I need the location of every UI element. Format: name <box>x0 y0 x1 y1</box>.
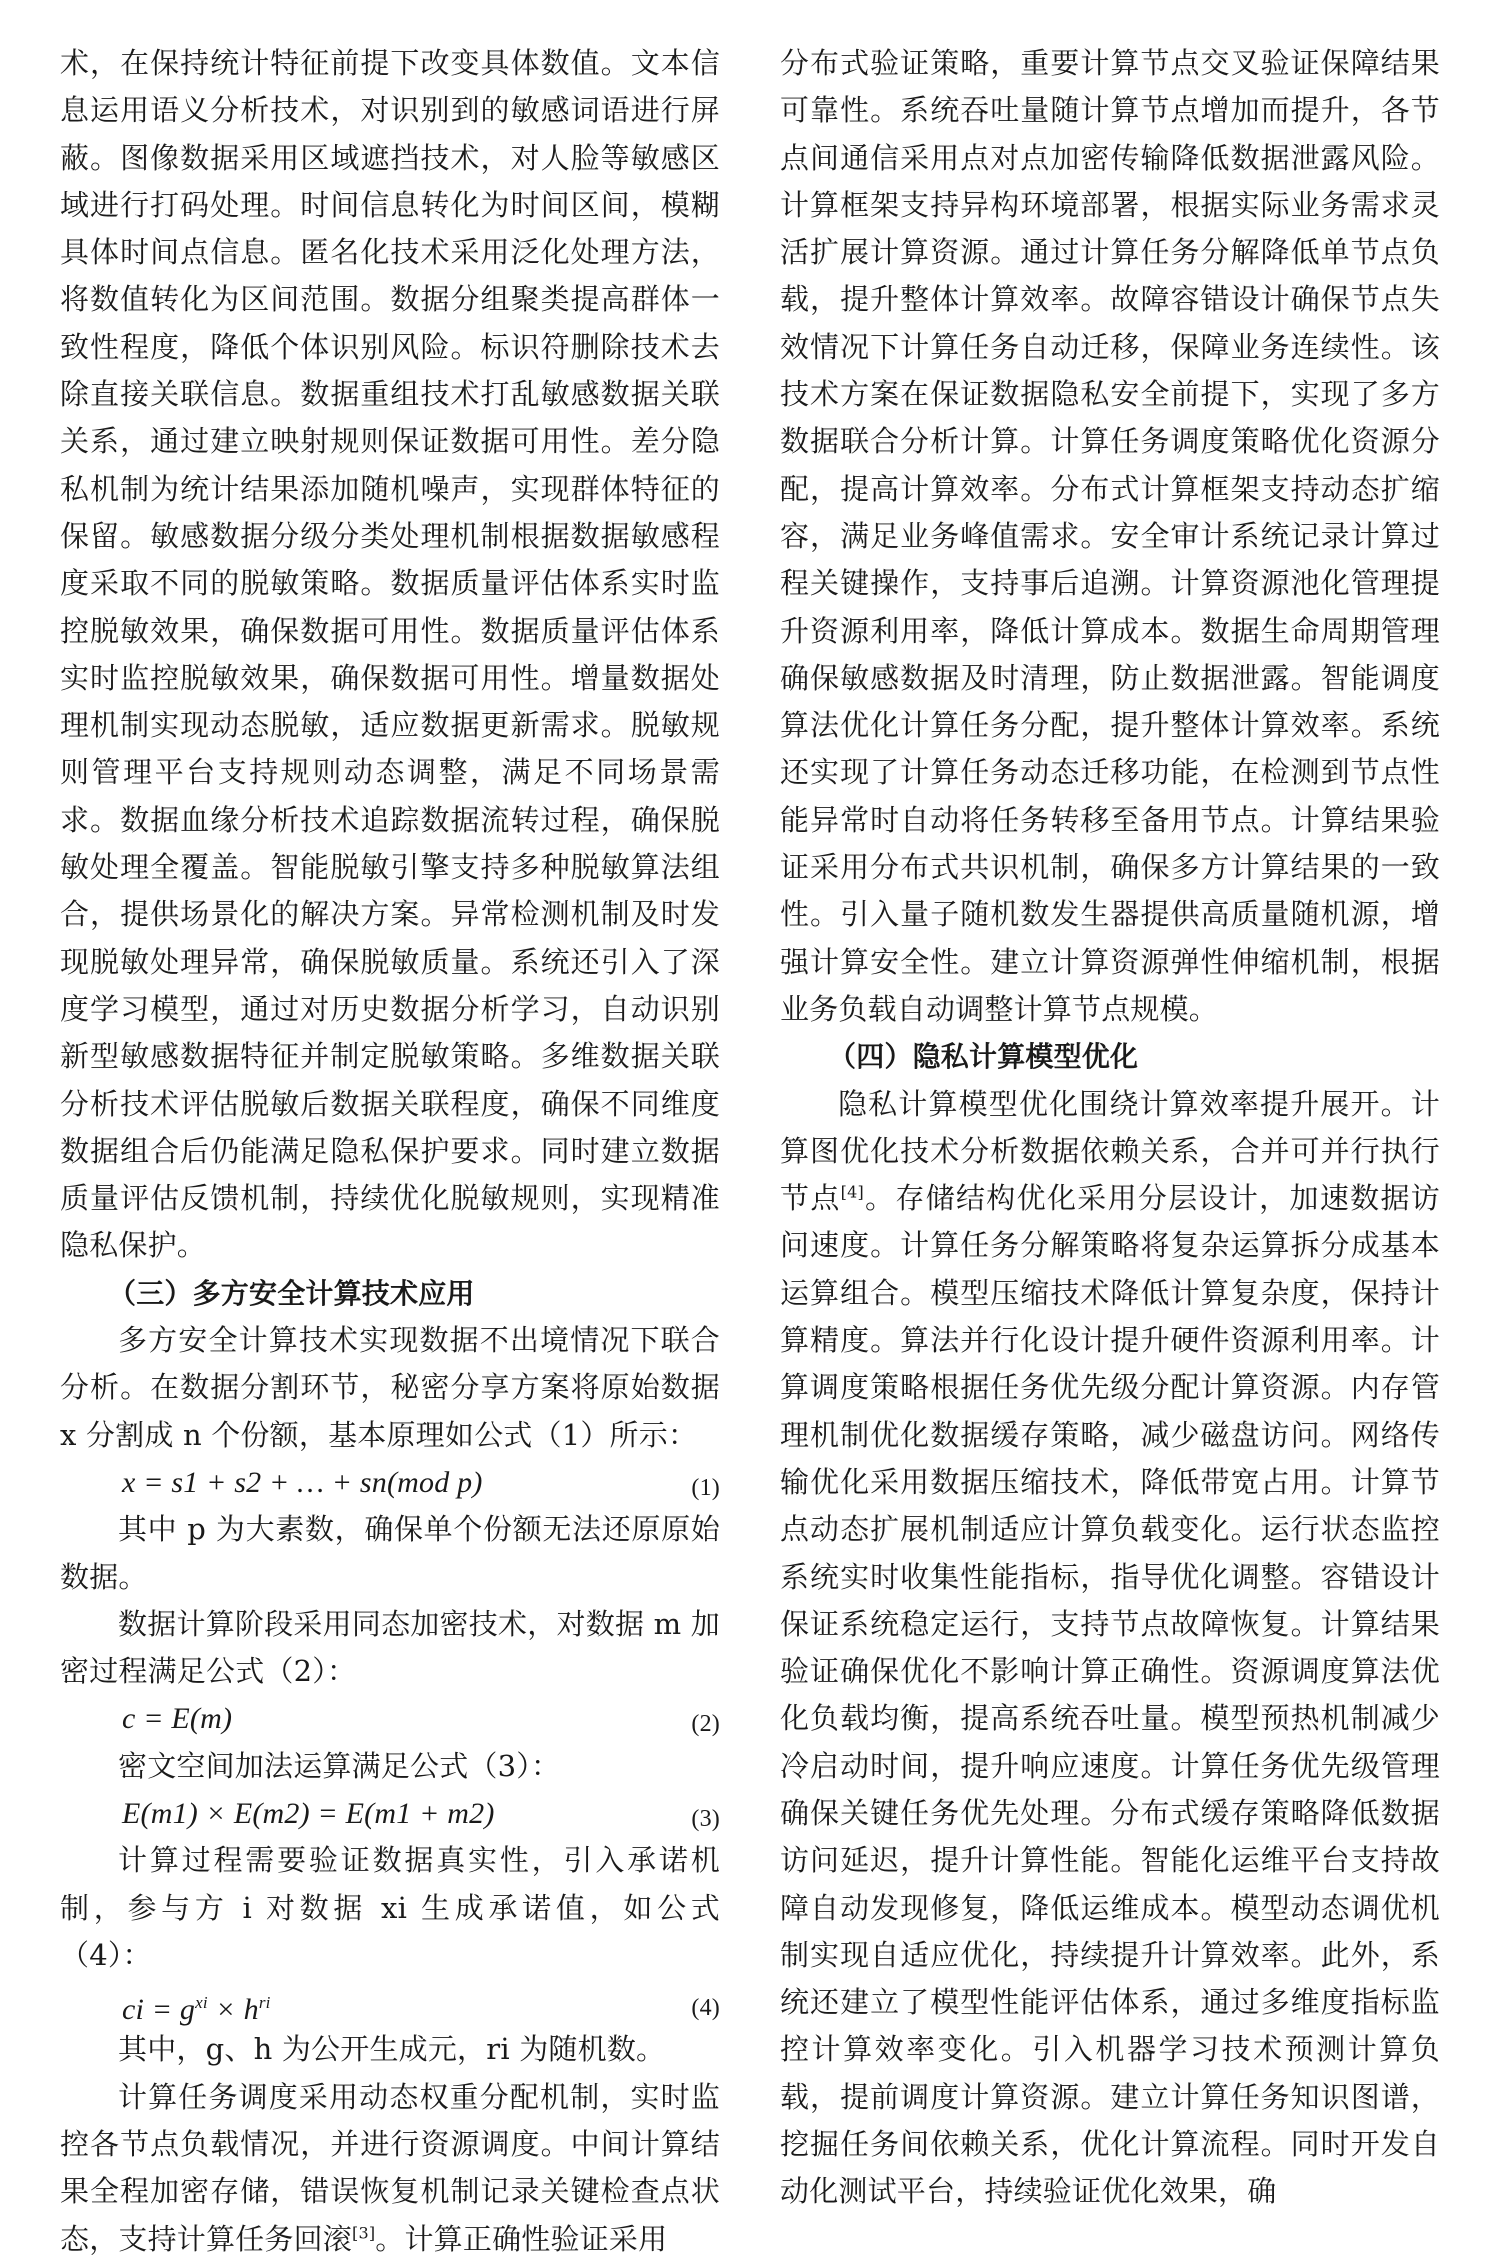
formula-4-base: ci = g <box>122 1993 196 2027</box>
paragraph: 密文空间加法运算满足公式（3）： <box>118 1748 561 1783</box>
section-heading-3: （三）多方安全计算技术应用 <box>108 1276 475 1310</box>
formula-3-body: E(m1) × E(m2) = E(m1 + m2) <box>122 1796 495 1830</box>
formula-3-number: (3) <box>691 1805 720 1832</box>
formula-1 <box>60 1459 720 1506</box>
paragraph-text: 。计算正确性验证采用 <box>375 2221 668 2256</box>
left-column <box>60 40 720 2263</box>
formula-4-number: (4) <box>691 1995 720 2022</box>
formula-2-number: (2) <box>691 1711 720 1738</box>
paragraph: 其中 p 为大素数，确保单个份额无法还原原始数据。 <box>60 1512 720 1594</box>
formula-1-body: x = s1 + s2 + … + sn(mod p) <box>122 1465 483 1499</box>
paragraph: 数据计算阶段采用同态加密技术，对数据 m 加密过程满足公式（2）： <box>60 1606 720 1689</box>
paragraph: 多方安全计算技术实现数据不出境情况下联合分析。在数据分割环节，秘密分享方案将原始数据 x 分割成 n 个份额，基本原理如公式（1）所示： <box>60 1323 720 1452</box>
formula-2-body: c = E(m) <box>122 1702 233 1736</box>
formula-1-number: (1) <box>691 1474 720 1501</box>
paragraph <box>60 2074 720 2263</box>
paragraph-text: 。存储结构优化采用分层设计，加速数据访问速度。计算任务分解策略将复杂运算拆分成基本运算组合。模型压缩技术降低计算复杂度，保持计算精度。算法并行化设计提升硬件资源利用率。计算调度策略根据任务优先级分配计算资源。内存管理机制优化数据缓存策略，减少磁盘访问。网络传输优化采用数据压缩技术，降低带宽占用。计算节点动态扩展机制适应计算负载变化。运行状态监控系统实时收集性能指标，指导优化调整。容错设计保证系统稳定运行，支持节点故障恢复。计算结果验证确保优化不影响计算正确性。资源调度算法优化负载均衡，提高系统吞吐量。模型预热机制减少冷启动时间，提升响应速度。计算任务优先级管理确保关键任务优先处理。分布式缓存策略降低数据访问延迟，提升计算性能。智能化运维平台支持故障自动发现修复，降低运维成本。模型动态调优机制实现自适应优化，持续提升计算效率。此外，系统还建立了模型性能评估体系，通过多维度指标监控计算效率变化。引入机器学习技术预测计算负载，提前调度计算资源。建立计算任务知识图谱，挖掘任务间依赖关系，优化计算流程。同时开发自动化测试平台，持续验证优化效果，确 <box>780 1181 1440 2209</box>
paragraph: 分布式验证策略，重要计算节点交叉验证保障结果可靠性。系统吞吐量随计算节点增加而提升，各节点间通信采用点对点加密传输降低数据泄露风险。计算框架支持异构环境部署，根据实际业务需求灵活扩展计算资源。通过计算任务分解降低单节点负载，提升整体计算效率。故障容错设计确保节点失效情况下计算任务自动迁移，保障业务连续性。该技术方案在保证数据隐私安全前提下，实现了多方数据联合分析计算。计算任务调度策略优化资源分配，提高计算效率。分布式计算框架支持动态扩缩容，满足业务峰值需求。安全审计系统记录计算过程关键操作，支持事后追溯。计算资源池化管理提升资源利用率，降低计算成本。数据生命周期管理确保敏感数据及时清理，防止数据泄露。智能调度算法优化计算任务分配，提升整体计算效率。系统还实现了计算任务动态迁移功能，在检测到节点性能异常时自动将任务转移至备用节点。计算结果验证采用分布式共识机制，确保多方计算结果的一致性。引入量子随机数发生器提供高质量随机源，增强计算安全性。建立计算资源弹性伸缩机制，根据业务负载自动调整计算节点规模。 <box>780 46 1440 1026</box>
formula-4-exponent-ri: ri <box>258 1993 271 2013</box>
paragraph <box>780 1081 1440 2216</box>
paragraph: 其中，g、h 为公开生成元，ri 为随机数。 <box>118 2032 666 2067</box>
paragraph-text: 计算任务调度采用动态权重分配机制，实时监控各节点负载情况，并进行资源调度。中间计算结果全程加密存储，错误恢复机制记录关键检查点状态，支持计算任务回滚 <box>60 2079 720 2256</box>
paragraph-text: 隐私计算模型优化围绕计算效率提升展开。计算图优化技术分析数据依赖关系，合并可并行执行节点 <box>780 1086 1440 1216</box>
section-heading-4: （四）隐私计算模型优化 <box>828 1040 1139 1074</box>
formula-3 <box>60 1790 720 1837</box>
formula-2 <box>60 1695 720 1742</box>
paragraph: 计算过程需要验证数据真实性，引入承诺机制，参与方 i 对数据 xi 生成承诺值，如公式（4）： <box>60 1843 720 1972</box>
formula-4-times-h: × h <box>207 1993 259 2027</box>
formula-4-exponent-xi: xi <box>195 1993 208 2013</box>
paragraph: 术，在保持统计特征前提下改变具体数值。文本信息运用语义分析技术，对识别到的敏感词语进行屏蔽。图像数据采用区域遮挡技术，对人脸等敏感区域进行打码处理。时间信息转化为时间区间，模糊具体时间点信息。匿名化技术采用泛化处理方法，将数值转化为区间范围。数据分组聚类提高群体一致性程度，降低个体识别风险。标识符删除技术去除直接关联信息。数据重组技术打乱敏感数据关联关系，通过建立映射规则保证数据可用性。差分隐私机制为统计结果添加随机噪声，实现群体特征的保留。敏感数据分级分类处理机制根据数据敏感程度采取不同的脱敏策略。数据质量评估体系实时监控脱敏效果，确保数据可用性。数据质量评估体系实时监控脱敏效果，确保数据可用性。增量数据处理机制实现动态脱敏，适应数据更新需求。脱敏规则管理平台支持规则动态调整，满足不同场景需求。数据血缘分析技术追踪数据流转过程，确保脱敏处理全覆盖。智能脱敏引擎支持多种脱敏算法组合，提供场景化的解决方案。异常检测机制及时发现脱敏处理异常，确保脱敏质量。系统还引入了深度学习模型，通过对历史数据分析学习，自动识别新型敏感数据特征并制定脱敏策略。多维数据关联分析技术评估脱敏后数据关联程度，确保不同维度数据组合后仍能满足隐私保护要求。同时建立数据质量评估反馈机制，持续优化脱敏规则，实现精准隐私保护。 <box>60 46 720 1263</box>
citation-3: [3] <box>352 2223 376 2242</box>
citation-4: [4] <box>840 1182 864 1202</box>
formula-4 <box>60 1979 720 2026</box>
right-column <box>780 40 1440 2216</box>
